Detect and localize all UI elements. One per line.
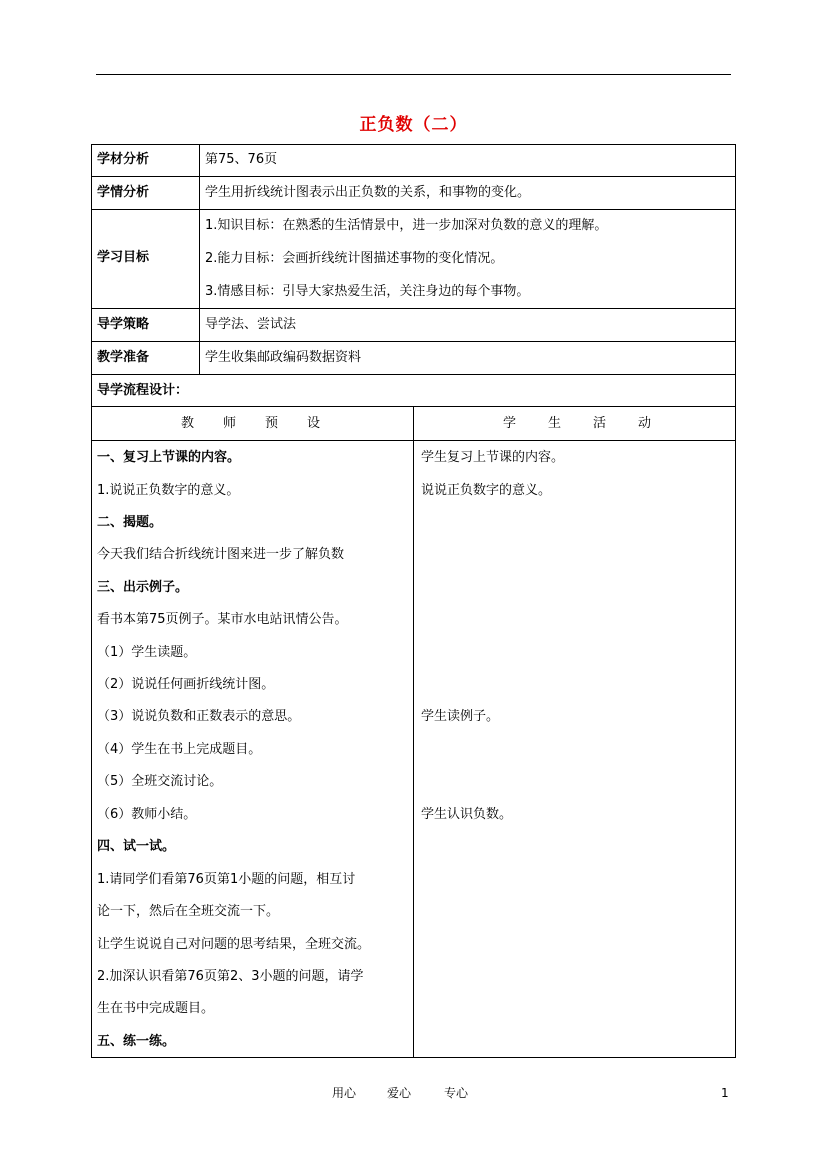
footer-motto: 用心 [332, 1086, 357, 1100]
teacher-line: 1.请同学们看第76页第1小题的问题，相互讨 [97, 872, 356, 887]
value-student-analysis: 学生用折线统计图表示出正负数的关系，和事物的变化。 [205, 185, 531, 200]
teacher-line: （6）教师小结。 [97, 807, 197, 822]
student-column-header: 学 生 活 动 [503, 416, 652, 431]
section-example: 三、出示例子。 [97, 580, 189, 595]
label-material-analysis: 学材分析 [97, 152, 150, 167]
teacher-line: 1.说说正负数字的意义。 [97, 483, 240, 498]
section-try: 四、试一试。 [97, 839, 176, 854]
value-strategy: 导学法、尝试法 [205, 317, 297, 332]
teacher-line: 论一下，然后在全班交流一下。 [97, 904, 280, 919]
teacher-line: （2）说说任何画折线统计图。 [97, 677, 275, 692]
page-number: 1 [721, 1086, 729, 1100]
row-divider [91, 209, 736, 210]
label-preparation: 教学准备 [97, 350, 150, 365]
header-rule [96, 74, 731, 75]
teacher-line: （5）全班交流讨论。 [97, 774, 223, 789]
teacher-line: 今天我们结合折线统计图来进一步了解负数 [97, 547, 345, 562]
student-line: 说说正负数字的意义。 [421, 483, 552, 498]
row-divider [91, 374, 736, 375]
teacher-line: 看书本第75页例子。某市水电站讯情公告。 [97, 612, 348, 627]
goal-knowledge: 1.知识目标：在熟悉的生活情景中，进一步加深对负数的意义的理解。 [205, 218, 608, 233]
teacher-line: 让学生说说自己对问题的思考结果，全班交流。 [97, 937, 371, 952]
label-learning-goals: 学习目标 [97, 250, 150, 265]
flow-design-title: 导学流程设计： [97, 383, 189, 398]
section-practice: 五、练一练。 [97, 1034, 176, 1049]
row-divider [91, 341, 736, 342]
goal-ability: 2.能力目标：会画折线统计图描述事物的变化情况。 [205, 251, 504, 266]
teacher-line: （1）学生读题。 [97, 645, 197, 660]
section-topic: 二、揭题。 [97, 515, 163, 530]
flow-column-divider [413, 406, 414, 1058]
teacher-line: （4）学生在书上完成题目。 [97, 742, 262, 757]
teacher-line: 2.加深认识看第76页第2、3小题的问题，请学 [97, 969, 364, 984]
teacher-line: 生在书中完成题目。 [97, 1001, 215, 1016]
label-strategy: 导学策略 [97, 317, 150, 332]
document-title: 正负数（二） [359, 115, 468, 135]
label-column-divider [199, 144, 200, 374]
teacher-line: （3）说说负数和正数表示的意思。 [97, 709, 301, 724]
value-material-analysis: 第75、76页 [205, 152, 278, 167]
teacher-column-header: 教 师 预 设 [181, 416, 321, 431]
footer-motto: 爱心 [387, 1086, 412, 1100]
student-line: 学生认识负数。 [421, 807, 513, 822]
footer-motto: 专心 [444, 1086, 469, 1100]
label-student-analysis: 学情分析 [97, 185, 150, 200]
row-divider [91, 308, 736, 309]
value-preparation: 学生收集邮政编码数据资料 [205, 350, 362, 365]
section-review: 一、复习上节课的内容。 [97, 450, 241, 465]
student-line: 学生读例子。 [421, 709, 500, 724]
row-divider [91, 176, 736, 177]
goal-emotion: 3.情感目标：引导大家热爱生活，关注身边的每个事物。 [205, 284, 530, 299]
student-line: 学生复习上节课的内容。 [421, 450, 565, 465]
